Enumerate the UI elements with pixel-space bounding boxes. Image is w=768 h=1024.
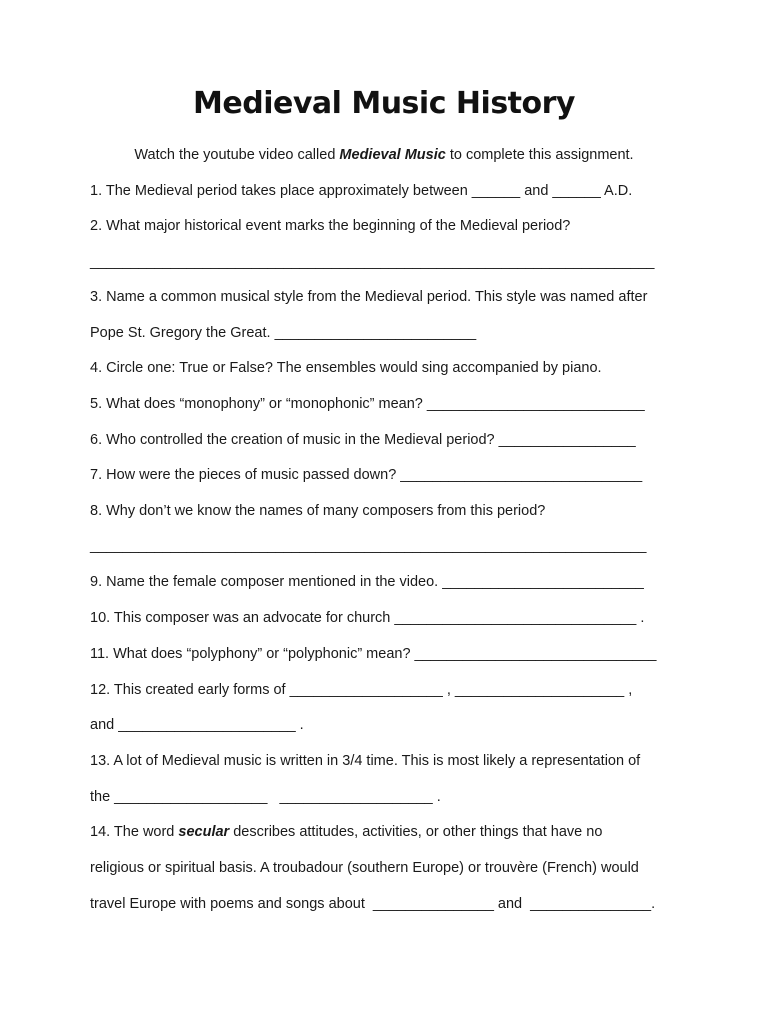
question-14-text-start: 14. The word bbox=[90, 824, 179, 840]
question-14-continued: religious or spiritual basis. A troubadour (southern Europe) or trouvère (French) would bbox=[90, 860, 639, 876]
answer-line-8: _____________________________________________________________________ bbox=[90, 538, 647, 554]
question-14-text-end: describes attitudes, activities, or other things that have no bbox=[229, 824, 603, 840]
question-10: 10. This composer was an advocate for church ______________________________ . bbox=[90, 610, 645, 626]
question-13: 13. A lot of Medieval music is written in 3/4 time. This is most likely a representation of bbox=[90, 753, 641, 769]
question-11: 11. What does “polyphony” or “polyphonic” mean? ______________________________ bbox=[90, 646, 657, 662]
instructions-video-title: Medieval Music bbox=[339, 147, 446, 163]
instructions-text-start: Watch the youtube video called bbox=[134, 147, 340, 163]
question-3: 3. Name a common musical style from the Medieval period. This style was named after bbox=[90, 289, 648, 305]
question-4: 4. Circle one: True or False? The ensembles would sing accompanied by piano. bbox=[90, 360, 602, 376]
answer-line-2: ______________________________________________________________________ bbox=[90, 254, 655, 270]
question-6: 6. Who controlled the creation of music in the Medieval period? _________________ bbox=[90, 432, 636, 448]
question-7: 7. How were the pieces of music passed down? ______________________________ bbox=[90, 467, 643, 483]
question-14-keyword: secular bbox=[178, 824, 230, 840]
question-1: 1. The Medieval period takes place approximately between ______ and ______ A.D. bbox=[90, 183, 633, 199]
question-12: 12. This created early forms of ___________________ , _____________________ , bbox=[90, 682, 633, 698]
question-14-final: travel Europe with poems and songs about _______________ and _______________. bbox=[90, 896, 656, 912]
page-title: Medieval Music History bbox=[193, 86, 575, 121]
question-9: 9. Name the female composer mentioned in the video. _________________________ bbox=[90, 574, 644, 590]
question-3-continued: Pope St. Gregory the Great. _________________________ bbox=[90, 325, 477, 341]
question-12-continued: and ______________________ . bbox=[90, 717, 304, 733]
question-5: 5. What does “monophony” or “monophonic” mean? ___________________________ bbox=[90, 396, 645, 412]
instructions-text-end: to complete this assignment. bbox=[445, 147, 634, 163]
question-2: 2. What major historical event marks the beginning of the Medieval period? bbox=[90, 218, 571, 234]
question-8: 8. Why don’t we know the names of many composers from this period? bbox=[90, 503, 546, 519]
question-13-continued: the ___________________ ___________________ . bbox=[90, 789, 441, 805]
question-14 bbox=[90, 824, 602, 840]
instructions bbox=[0, 147, 768, 163]
